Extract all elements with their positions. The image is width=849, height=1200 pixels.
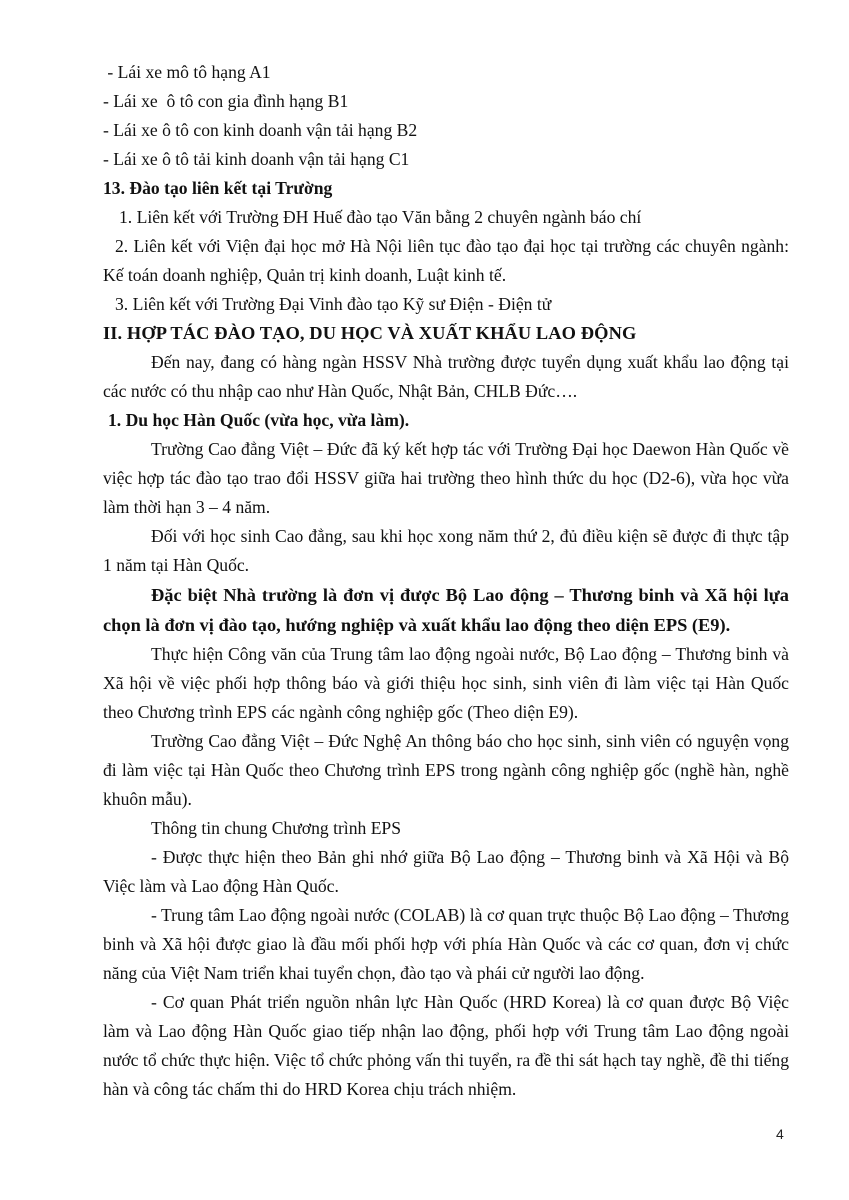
section-2-intro: Đến nay, đang có hàng ngàn HSSV Nhà trường được tuyển dụng xuất khẩu lao động tại các nước có thu nhập cao như Hàn Quốc, Nhật Bản, CHLB Đức….: [103, 352, 789, 401]
section-2-heading: II. HỢP TÁC ĐÀO TẠO, DU HỌC VÀ XUẤT KHẨU LAO ĐỘNG: [103, 323, 637, 343]
eps-info-title: Thông tin chung Chương trình EPS: [151, 818, 402, 838]
license-item-a1: - Lái xe mô tô hạng A1: [103, 62, 271, 82]
eps-paragraph-1: Thực hiện Công văn của Trung tâm lao động ngoài nước, Bộ Lao động – Thương binh và Xã hội về việc phối hợp thông báo và giới thiệu học sinh, sinh viên đi làm việc tại Hàn Quốc theo Chương trình EPS các ngành công nghiệp gốc (Theo diện E9).: [103, 644, 789, 722]
section-13-heading: 13. Đào tạo liên kết tại Trường: [103, 178, 333, 198]
eps-paragraph-5: - Cơ quan Phát triển nguồn nhân lực Hàn Quốc (HRD Korea) là cơ quan được Bộ Việc làm và Lao động Hàn Quốc giao tiếp nhận lao động, phối hợp với Trung tâm Lao động ngoài nước tổ chức thực hiện. Việc tổ chức phỏng vấn thi tuyển, ra đề thi sát hạch tay nghề, đề thi tiếng hàn và công tác chấm thi do HRD Korea chịu trách nhiệm.: [103, 992, 789, 1099]
korea-paragraph-2: Đối với học sinh Cao đẳng, sau khi học xong năm thứ 2, đủ điều kiện sẽ được đi thực tập 1 năm tại Hàn Quốc.: [103, 526, 789, 575]
license-item-c1: - Lái xe ô tô tải kinh doanh vận tải hạng C1: [103, 149, 410, 169]
partnership-item-2: 2. Liên kết với Viện đại học mở Hà Nội liên tục đào tạo đại học tại trường các chuyên ngành: Kế toán doanh nghiệp, Quản trị kinh doanh, Luật kinh tế.: [103, 236, 789, 285]
eps-paragraph-4: - Trung tâm Lao động ngoài nước (COLAB) là cơ quan trực thuộc Bộ Lao động – Thương binh và Xã hội được giao là đầu mối phối hợp với phía Hàn Quốc và các cơ quan, đơn vị chức năng của Việt Nam triển khai tuyển chọn, đào tạo và phái cử người lao động.: [103, 905, 789, 983]
document-body: [103, 58, 789, 1104]
eps-special-paragraph: Đặc biệt Nhà trường là đơn vị được Bộ Lao động – Thương binh và Xã hội lựa chọn là đơn vị đào tạo, hướng nghiệp và xuất khẩu lao động theo diện EPS (E9).: [103, 585, 789, 635]
eps-paragraph-2: Trường Cao đẳng Việt – Đức Nghệ An thông báo cho học sinh, sinh viên có nguyện vọng đi làm việc tại Hàn Quốc theo Chương trình EPS trong ngành công nghiệp gốc (nghề hàn, nghề khuôn mẫu).: [103, 731, 789, 809]
license-item-b2: - Lái xe ô tô con kinh doanh vận tải hạng B2: [103, 120, 418, 140]
korea-study-heading: 1. Du học Hàn Quốc (vừa học, vừa làm).: [108, 410, 410, 430]
page-number: 4: [776, 1126, 784, 1142]
partnership-item-1: 1. Liên kết với Trường ĐH Huế đào tạo Văn bằng 2 chuyên ngành báo chí: [119, 207, 642, 227]
eps-paragraph-3: - Được thực hiện theo Bản ghi nhớ giữa Bộ Lao động – Thương binh và Xã Hội và Bộ Việc làm và Lao động Hàn Quốc.: [103, 847, 789, 896]
partnership-item-3: 3. Liên kết với Trường Đại Vinh đào tạo Kỹ sư Điện - Điện tử: [115, 294, 552, 314]
license-item-b1: - Lái xe ô tô con gia đình hạng B1: [103, 91, 349, 111]
korea-paragraph-1: Trường Cao đẳng Việt – Đức đã ký kết hợp tác với Trường Đại học Daewon Hàn Quốc về việc hợp tác đào tạo trao đổi HSSV giữa hai trường theo hình thức du học (D2-6), vừa học vừa làm thời hạn 3 – 4 năm.: [103, 439, 789, 517]
